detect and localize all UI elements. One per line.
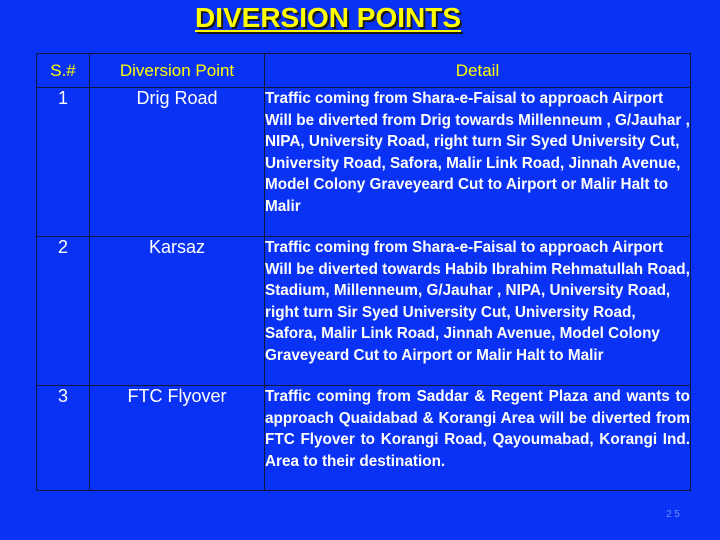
serial-number-cell: 3: [37, 386, 90, 491]
serial-number-cell: 1: [37, 88, 90, 237]
detail-cell: Traffic coming from Shara-e-Faisal to approach Airport Will be diverted from Drig towards Millenneum , G/Jauhar , NIPA, University Road, right turn Sir Syed University Cut, University Road, Safora, Malir Link Road, Jinnah Avenue, Model Colony Graveyeard Cut to Airport or Malir Halt to Malir: [265, 88, 691, 237]
detail-cell: Traffic coming from Shara-e-Faisal to approach Airport Will be diverted towards Habib Ibrahim Rehmatullah Road, Stadium, Millenneum, G/Jauhar , NIPA, University Road, right turn Sir Syed University Cut, University Road, Safora, Malir Link Road, Jinnah Avenue, Model Colony Graveyeard Cut to Airport or Malir Halt to Malir: [265, 237, 691, 386]
diversion-point-cell: Drig Road: [90, 88, 265, 237]
table-row: [37, 88, 691, 237]
slide-title: DIVERSION POINTS: [194, 2, 462, 33]
table-row: [37, 237, 691, 386]
serial-number-cell: 2: [37, 237, 90, 386]
diversion-point-cell: Karsaz: [90, 237, 265, 386]
diversion-table: [36, 53, 691, 491]
header-diversion-point: Diversion Point: [90, 54, 265, 88]
table-header-row: [37, 54, 691, 88]
diversion-point-cell: FTC Flyover: [90, 386, 265, 491]
header-serial-number: S.#: [37, 54, 90, 88]
detail-cell: Traffic coming from Saddar & Regent Plaza and wants to approach Quaidabad & Korangi Area will be diverted from FTC Flyover to Korangi Road, Qayoumabad, Korangi Ind. Area to their destination.: [265, 386, 691, 491]
header-detail: Detail: [265, 54, 691, 88]
table-row: [37, 386, 691, 491]
page-number: 2 5: [666, 509, 680, 520]
